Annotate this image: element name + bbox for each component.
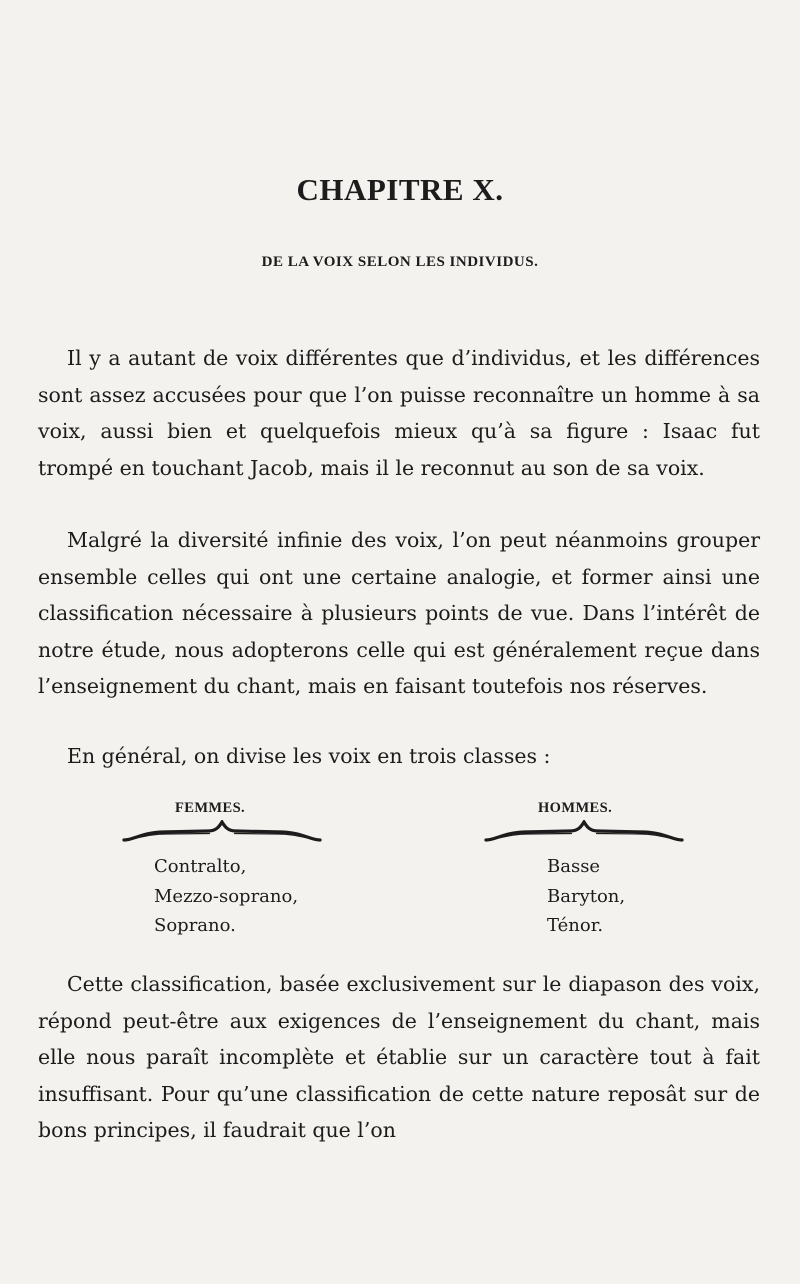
bracket-ornament-left [122, 820, 322, 842]
women-heading: FEMMES. [175, 800, 246, 816]
voice-contralto: Contralto, [154, 856, 247, 877]
voice-basse: Basse [547, 856, 601, 877]
paragraph-4: Cette classification, basée exclusivement sur le diapason des voix, répond peut-être aux exigences de l’enseignement du chant, mais elle nous paraît incomplète et établie sur un caractère tout à fait insuffisant. Pour qu’une classification de cette nature reposât sur de bons principes, il faudrait que l’on [38, 972, 760, 1142]
paragraph-1: Il y a autant de voix différentes que d’individus, et les différences sont assez accusées pour que l’on puisse reconnaître un homme à sa voix, aussi bien et quelquefois mieux qu’à sa figure : Isaac fut trompé en touchant Jacob, mais il le reconnut au son de sa voix. [38, 346, 760, 480]
men-heading: HOMMES. [538, 800, 613, 816]
chapter-subtitle: DE LA VOIX SELON LES INDIVIDUS. [261, 254, 539, 270]
voice-mezzo-soprano: Mezzo-soprano, [154, 885, 299, 907]
voice-tenor: Ténor. [547, 915, 604, 936]
chapter-title: CHAPITRE X. [296, 172, 504, 207]
paragraph-3: En général, on divise les voix en trois classes : [67, 744, 551, 768]
voice-baryton: Baryton, [547, 885, 626, 907]
women-voice-list [154, 852, 298, 941]
men-voice-list [547, 852, 625, 941]
voice-soprano: Soprano. [154, 915, 236, 936]
paragraph-2: Malgré la diversité infinie des voix, l’on peut néanmoins grouper ensemble celles qui ont une certaine analogie, et former ainsi une classification nécessaire à plusieurs points de vue. Dans l’intérêt de notre étude, nous adopterons celle qui est généralement reçue dans l’enseignement du chant, mais en faisant toutefois nos réserves. [38, 528, 760, 698]
bracket-ornament-right [484, 820, 684, 842]
